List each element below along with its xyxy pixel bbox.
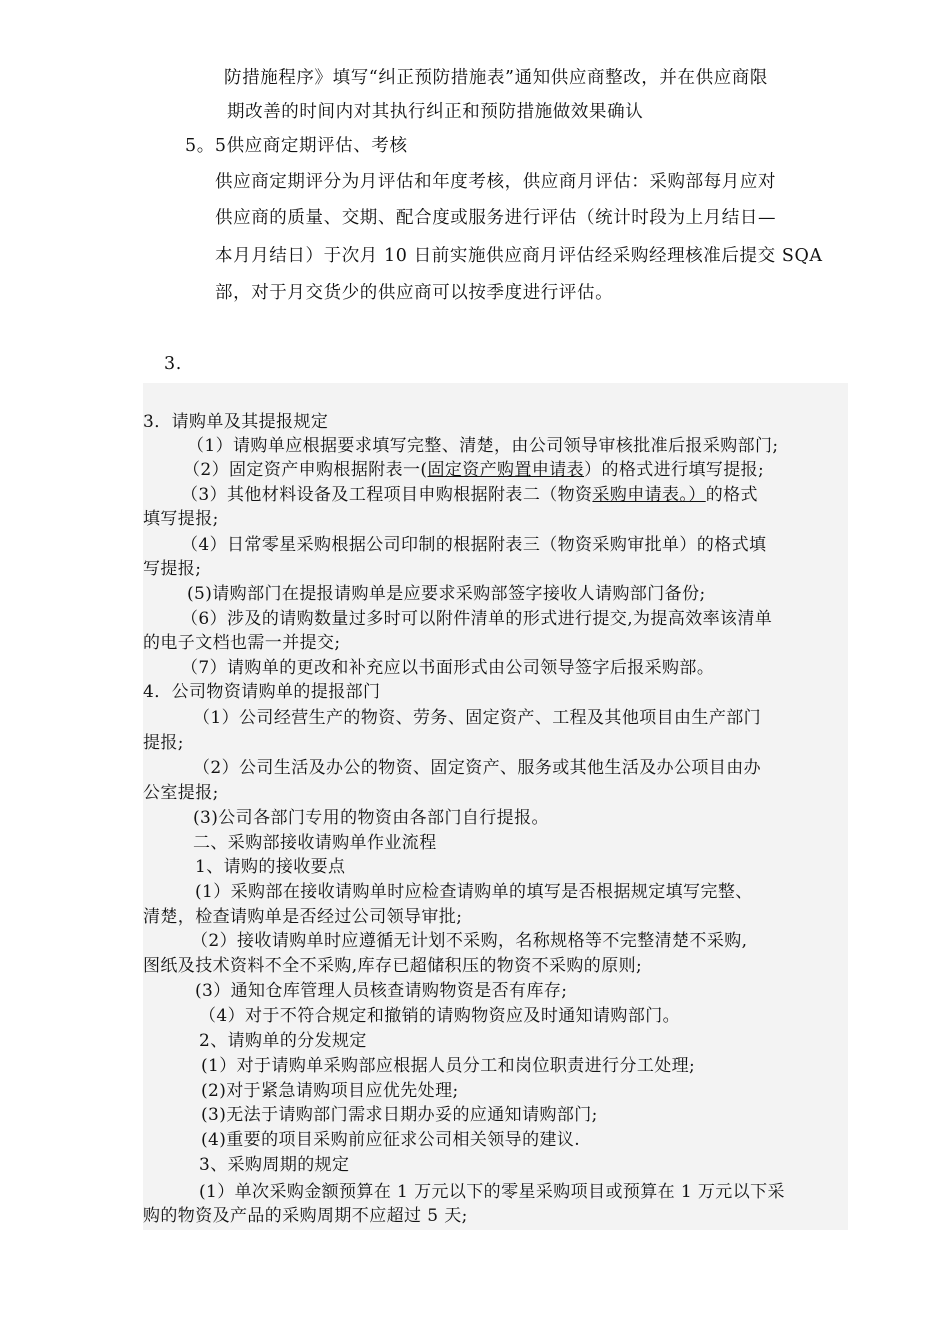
- paragraph-line: 部，对于月交货少的供应商可以按季度进行评估。: [215, 283, 614, 303]
- list-item: (2)对于紧急请购项目应优先处理;: [201, 1081, 459, 1101]
- list-item: （2）接收请购单时应遵循无计划不采购，名称规格等不完整清楚不采购,: [191, 931, 748, 951]
- list-item: （1）公司经营生产的物资、劳务、固定资产、工程及其他项目由生产部门: [193, 708, 762, 728]
- fixed-asset-form-link[interactable]: 固定资产购置申请表: [427, 460, 585, 480]
- section-heading-5-5: 5。5供应商定期评估、考核: [185, 136, 408, 156]
- heading-3: 3．请购单及其提报规定: [143, 412, 329, 432]
- list-item: (4)重要的项目采购前应征求公司相关领导的建议.: [201, 1130, 581, 1150]
- list-item-continuation: 提报;: [143, 733, 184, 753]
- list-item: (3）通知仓库管理人员核查请购物资是否有库存;: [195, 981, 568, 1001]
- list-item: （3）其他材料设备及工程项目申购根据附表二（物资采购申请表。）的格式: [181, 485, 758, 505]
- list-item-continuation: 购的物资及产品的采购周期不应超过 5 天;: [143, 1206, 468, 1226]
- section-number: 3.: [164, 354, 182, 374]
- sub-heading: 2、请购单的分发规定: [199, 1031, 367, 1051]
- shaded-content-block: [143, 383, 848, 1230]
- list-item-continuation: 清楚，检查请购单是否经过公司领导审批;: [143, 907, 463, 927]
- list-item-continuation: 写提报;: [143, 559, 202, 579]
- list-item-continuation: 公室提报;: [143, 783, 219, 803]
- list-item: (1）单次采购金额预算在 1 万元以下的零星采购项目或预算在 1 万元以下采: [199, 1182, 785, 1202]
- list-item: (3)无法于请购部门需求日期办妥的应通知请购部门;: [201, 1105, 598, 1125]
- paragraph-line: 防措施程序》填写“纠正预防措施表”通知供应商整改，并在供应商限: [224, 68, 768, 88]
- list-item: （4）对于不符合规定和撤销的请购物资应及时通知请购部门。: [199, 1006, 681, 1026]
- paragraph-line: 供应商定期评分为月评估和年度考核，供应商月评估：采购部每月应对: [215, 172, 777, 192]
- paragraph-line: 本月月结日）于次月 10 日前实施供应商月评估经采购经理核准后提交 SQA: [215, 246, 823, 266]
- list-item: （2）固定资产申购根据附表一(固定资产购置申请表）的格式进行填写提报;: [183, 460, 765, 480]
- section-heading-2: 二、采购部接收请购单作业流程: [193, 833, 437, 853]
- sub-heading: 3、采购周期的规定: [199, 1155, 350, 1175]
- list-item: (5)请购部门在提报请购单是应要求采购部签字接收人请购部门备份;: [187, 584, 706, 604]
- paragraph-line: 供应商的质量、交期、配合度或服务进行评估（统计时段为上月结日—: [215, 208, 777, 228]
- list-item: （7）请购单的更改和补充应以书面形式由公司领导签字后报采购部。: [181, 658, 715, 678]
- list-item: (1）对于请购单采购部应根据人员分工和岗位职责进行分工处理;: [201, 1056, 696, 1076]
- sub-heading: 1、请购的接收要点: [195, 857, 346, 877]
- list-item: (3)公司各部门专用的物资由各部门自行提报。: [193, 808, 549, 828]
- list-item-continuation: 填写提报;: [143, 509, 219, 529]
- purchase-request-form-link[interactable]: 采购申请表。）: [592, 485, 706, 505]
- heading-4: 4．公司物资请购单的提报部门: [143, 682, 381, 702]
- list-item: （1）请购单应根据要求填写完整、清楚，由公司领导审核批准后报采购部门;: [187, 436, 779, 456]
- list-item: （6）涉及的请购数量过多时可以附件清单的形式进行提交,为提高效率该清单: [181, 609, 773, 629]
- paragraph-line: 期改善的时间内对其执行纠正和预防措施做效果确认: [227, 102, 644, 122]
- list-item: （2）公司生活及办公的物资、固定资产、服务或其他生活及办公项目由办: [193, 758, 762, 778]
- list-item-continuation: 图纸及技术资料不全不采购,库存已超储积压的物资不采购的原则;: [143, 956, 643, 976]
- list-item: （4）日常零星采购根据公司印制的根据附表三（物资采购审批单）的格式填: [181, 535, 767, 555]
- list-item-continuation: 的电子文档也需一并提交;: [143, 633, 341, 653]
- list-item: (1）采购部在接收请购单时应检查请购单的填写是否根据规定填写完整、: [195, 882, 753, 902]
